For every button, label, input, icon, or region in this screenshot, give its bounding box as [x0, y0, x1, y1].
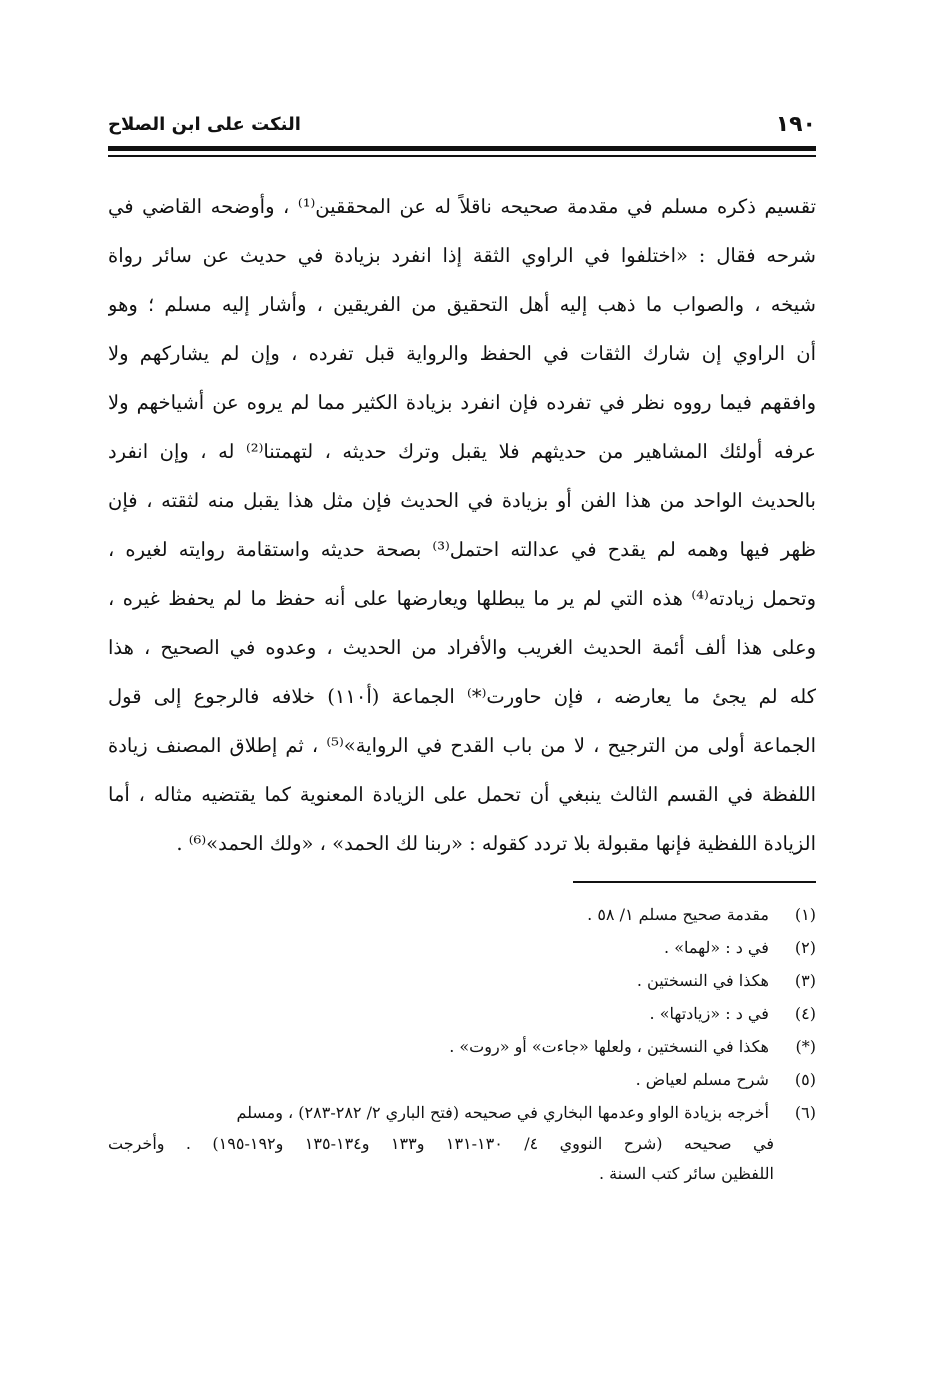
text-line: وتحمل زيادته⁽⁴⁾ هذه التي لم ير ما يبطلها ويعارضها على أنه حفظ ما لم يحفظ غيره ، — [108, 587, 816, 610]
footnote-number: (٤) — [794, 1004, 816, 1023]
running-title: النكت على ابن الصلاح — [108, 114, 301, 135]
text-line: عرفه أولئك المشاهير من حديثهم فلا يقبل وترك حديثه ، لتهمتنا⁽²⁾ له ، وإن انفرد — [108, 440, 816, 463]
footnote-6 — [108, 1096, 816, 1129]
footnote-1 — [108, 898, 816, 931]
text-line: وعلى هذا ألف أئمة الحديث الغريب والأفراد من الحديث ، وعدوه في الصحيح ، هذا — [108, 636, 816, 659]
footnote-number: (٢) — [794, 938, 816, 957]
footnote-text: في د : «لهما» . — [664, 938, 769, 957]
main-text — [108, 182, 816, 868]
footnote-text: أخرجه بزيادة الواو وعدمها البخاري في صحيحه (فتح الباري ٢/ ٢٨٢-٢٨٣) ، ومسلم — [236, 1103, 769, 1122]
footnote-6-continuation: اللفظين سائر كتب السنة . — [599, 1164, 774, 1183]
footnote-3 — [108, 964, 816, 997]
text-line: اللفظة في القسم الثالث ينبغي أن تحمل على الزيادة المعنوية كما يقتضيه مثاله ، أما — [108, 783, 816, 806]
footnote-5 — [108, 1063, 816, 1096]
text-line: وافقهم فيما رووه نظر في تفرده فإن انفرد بزيادة الكثير مما لم يروه عن أشياخهم ولا — [108, 391, 816, 414]
header-rule-thin — [108, 155, 816, 157]
footnotes — [108, 898, 816, 1189]
text-line: بالحديث الواحد من هذا الفن أو بزيادة في الحديث فإن مثل هذا يقبل منه لثقته ، فإن — [108, 489, 816, 512]
footnote-text: مقدمة صحيح مسلم ١/ ٥٨ . — [587, 905, 769, 924]
footnote-text: شرح مسلم لعياض . — [635, 1070, 769, 1089]
footnote-text: هكذا في النسختين ، ولعلها «جاءت» أو «روت» . — [449, 1037, 769, 1056]
footnote-number: (١) — [794, 905, 816, 924]
text-line: ظهر فيها وهمه لم يقدح في عدالته احتمل⁽³⁾ بصحة حديثه واستقامة روايته لغيره ، — [108, 538, 816, 561]
footnote-separator — [573, 881, 816, 883]
text-line: تقسيم ذكره مسلم في مقدمة صحيحه ناقلاً له عن المحققين⁽¹⁾ ، وأوضحه القاضي في — [108, 195, 816, 218]
footnote-number: (*) — [795, 1037, 816, 1056]
footnote-star — [108, 1030, 816, 1063]
text-line: كله لم يجئ ما يعارضه ، فإن حاورت⁽*⁾ الجماعة (أ١١٠) خلافه فالرجوع إلى قول — [108, 685, 816, 708]
footnote-4 — [108, 997, 816, 1030]
footnote-text: هكذا في النسختين . — [636, 971, 769, 990]
text-line: الزيادة اللفظية فإنها مقبولة بلا تردد كقوله : «ربنا لك الحمد» ، «ولك الحمد»⁽⁶⁾ . — [176, 832, 816, 855]
header-rule-thick — [108, 146, 816, 151]
footnote-2 — [108, 931, 816, 964]
footnote-6-continuation: في صحيحه (شرح النووي ٤/ ١٣٠-١٣١ و١٣٣ و١٣٤-١٣٥ و١٩٢-١٩٥) . وأخرجت — [108, 1134, 775, 1153]
footnote-number: (٣) — [794, 971, 816, 990]
text-line: أن الراوي إن شارك الثقات في الحفظ والرواية قبل تفرده ، وإن لم يشاركهم ولا — [108, 342, 816, 365]
page-number: ١٩٠ — [775, 112, 816, 137]
footnote-number: (٥) — [794, 1070, 816, 1089]
text-line: الجماعة أولى من الترجيح ، لا من باب القدح في الرواية»⁽⁵⁾ ، ثم إطلاق المصنف زيادة — [108, 734, 816, 757]
footnote-text: في د : «زيادتها» . — [649, 1004, 769, 1023]
page-header — [108, 112, 816, 144]
text-line: شرحه فقال : «اختلفوا في الراوي الثقة إذا انفرد بزيادة في حديث عن سائر رواة — [108, 244, 816, 267]
footnote-number: (٦) — [794, 1103, 816, 1122]
text-line: شيخه ، والصواب ما ذهب إليه أهل التحقيق من الفريقين ، وأشار إليه مسلم ؛ وهو — [108, 293, 816, 316]
